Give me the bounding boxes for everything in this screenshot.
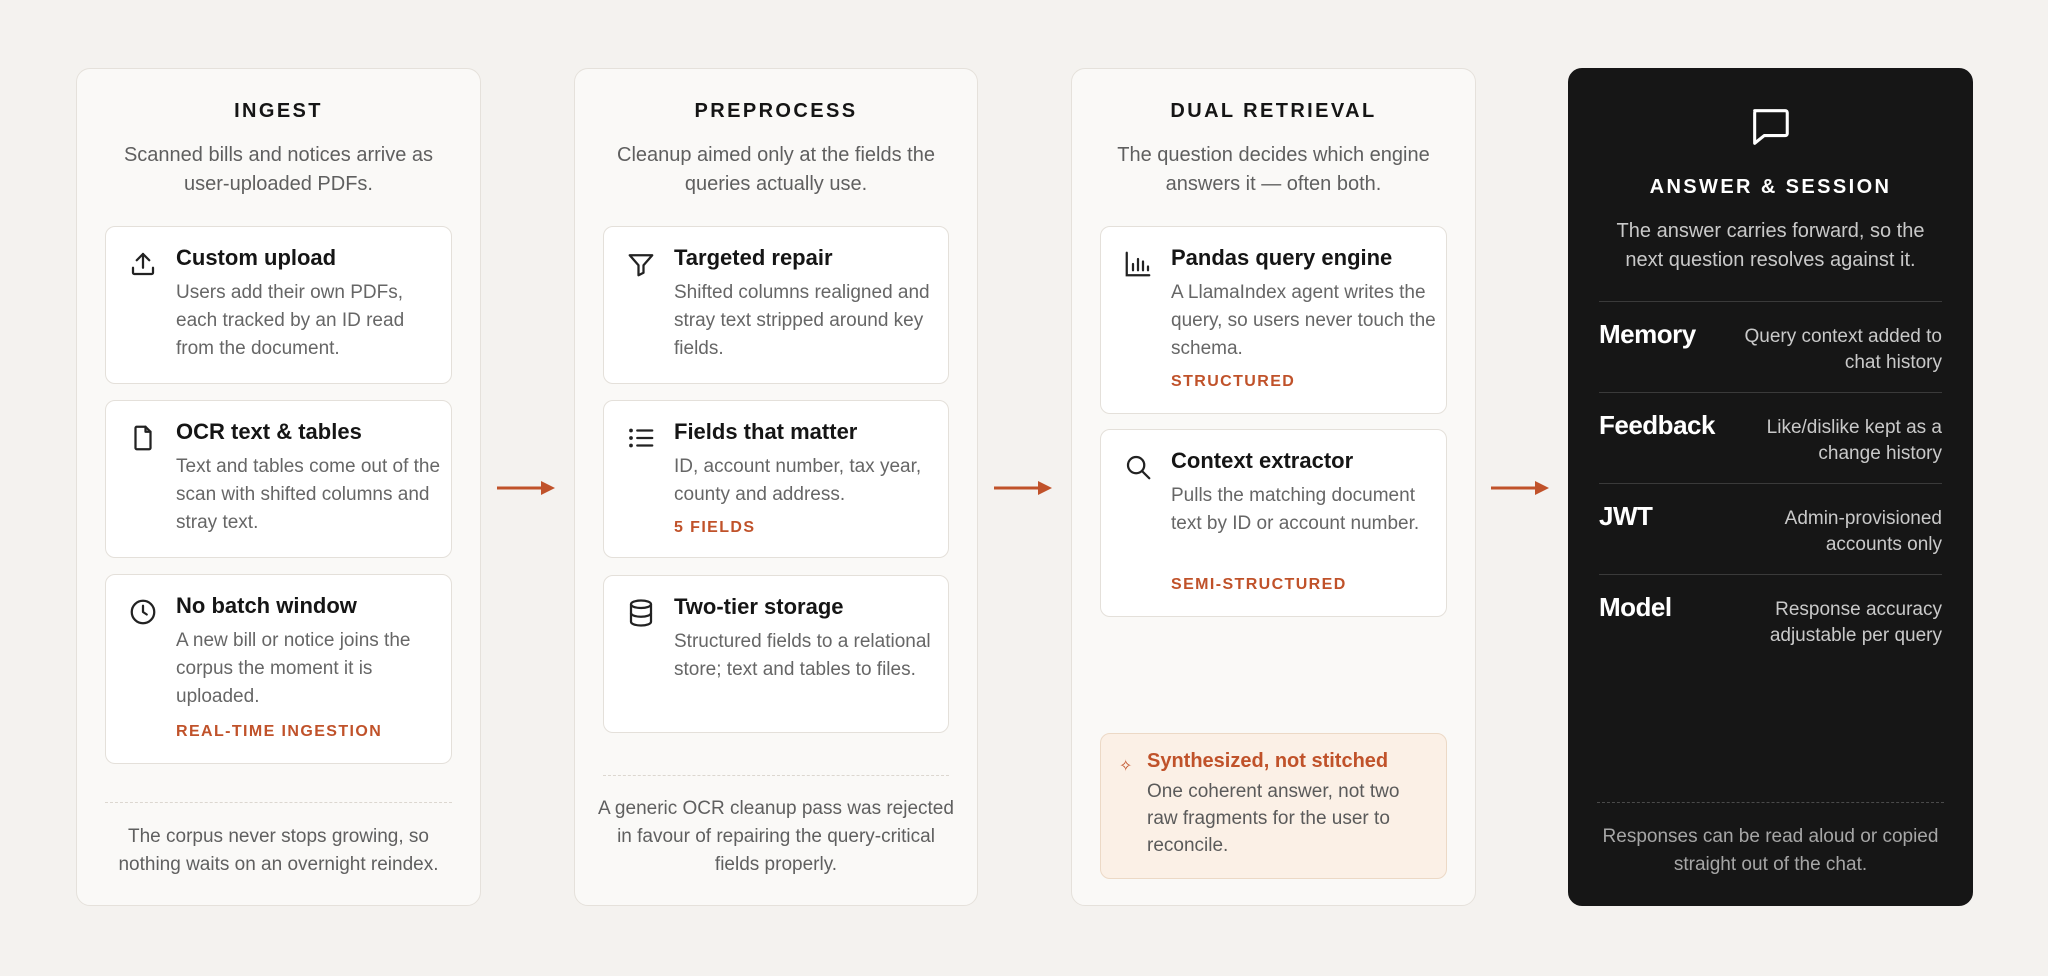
card-custom-upload [105, 226, 452, 384]
card-description: A new bill or notice joins the corpus the moment it is uploaded. [176, 630, 411, 707]
card-description: A LlamaIndex agent writes the query, so users never touch the schema. [1171, 282, 1436, 359]
card-tag: REAL-TIME INGESTION [176, 723, 383, 740]
chat-bubble-icon [1747, 103, 1793, 149]
flow-arrow [495, 478, 557, 498]
dual-retrieval-column [1071, 68, 1476, 906]
answer-session-subtitle: The answer carries forward, so the next question resolves against it. [1616, 220, 1925, 271]
card-description: ID, account number, tax year, county and address. [674, 456, 922, 505]
sparkle-icon: ✧ [1119, 758, 1133, 775]
feature-row-model [1599, 574, 1942, 666]
preprocess-footer: A generic OCR cleanup pass was rejected in favour of repairing the query-critical fields properly. [598, 798, 954, 875]
card-tag: STRUCTURED [1171, 373, 1296, 390]
card-no-batch-window [105, 574, 452, 764]
card-title: Fields that matter [674, 419, 858, 444]
preprocess-title: PREPROCESS [694, 100, 858, 122]
feature-key: Feedback [1599, 410, 1715, 440]
ingest-footer: The corpus never stops growing, so nothing waits on an overnight reindex. [118, 826, 439, 875]
card-description: Structured fields to a relational store; text and tables to files. [674, 631, 931, 680]
card-title: Pandas query engine [1171, 245, 1393, 270]
feature-key: Memory [1599, 319, 1696, 349]
card-two-tier-storage [603, 575, 949, 733]
ingest-title: INGEST [234, 100, 323, 122]
feature-key: Model [1599, 592, 1672, 622]
search-icon [1123, 452, 1153, 482]
card-tag: 5 FIELDS [674, 519, 756, 536]
document-icon [128, 423, 158, 453]
flow-arrow [992, 478, 1054, 498]
answer-session-footer: Responses can be read aloud or copied straight out of the chat. [1602, 826, 1939, 875]
footer-divider [603, 775, 949, 776]
answer-session-column [1568, 68, 1973, 906]
clock-icon [128, 597, 158, 627]
callout-title: Synthesized, not stitched [1147, 750, 1389, 772]
list-icon [626, 423, 656, 453]
dual-retrieval-subtitle: The question decides which engine answers it — often both. [1117, 144, 1430, 195]
feature-row-feedback [1599, 392, 1942, 484]
ingest-column [76, 68, 481, 906]
card-context-extractor [1100, 429, 1447, 617]
footer-divider [1597, 802, 1944, 803]
feature-value: Admin-provisioned accounts only [1784, 508, 1942, 555]
feature-key: JWT [1599, 501, 1653, 531]
card-title: Two-tier storage [674, 594, 844, 619]
feature-value: Response accuracy adjustable per query [1769, 599, 1942, 646]
bar-chart-icon [1123, 249, 1153, 279]
card-description: Pulls the matching document text by ID or account number. [1171, 485, 1420, 534]
card-ocr-text-tables [105, 400, 452, 558]
card-description: Shifted columns realigned and stray text stripped around key fields. [674, 282, 930, 359]
flow-arrow [1489, 478, 1551, 498]
card-targeted-repair [603, 226, 949, 384]
card-title: No batch window [176, 593, 357, 618]
card-description: Users add their own PDFs, each tracked by an ID read from the document. [176, 282, 405, 359]
answer-session-title: ANSWER & SESSION [1649, 176, 1892, 198]
card-fields-that-matter [603, 400, 949, 558]
card-tag: SEMI-STRUCTURED [1171, 576, 1347, 593]
upload-icon [128, 249, 158, 279]
filter-icon [626, 249, 656, 279]
feature-row-memory [1599, 301, 1942, 393]
card-pandas-query-engine [1100, 226, 1447, 414]
preprocess-subtitle: Cleanup aimed only at the fields the queries actually use. [617, 144, 935, 195]
ingest-subtitle: Scanned bills and notices arrive as user-uploaded PDFs. [123, 144, 434, 195]
footer-divider [105, 802, 452, 803]
database-icon [626, 598, 656, 628]
card-title: OCR text & tables [176, 419, 362, 444]
feature-row-jwt [1599, 483, 1942, 575]
callout-description: One coherent answer, not two raw fragments for the user to reconcile. [1147, 781, 1400, 856]
dual-retrieval-title: DUAL RETRIEVAL [1170, 100, 1377, 122]
synthesized-callout [1100, 733, 1447, 879]
card-title: Custom upload [176, 245, 337, 270]
card-title: Context extractor [1171, 448, 1354, 473]
preprocess-column [574, 68, 978, 906]
card-title: Targeted repair [674, 245, 833, 270]
card-description: Text and tables come out of the scan with shifted columns and stray text. [176, 456, 441, 533]
feature-value: Like/dislike kept as a change history [1766, 417, 1942, 464]
feature-value: Query context added to chat history [1744, 326, 1942, 373]
